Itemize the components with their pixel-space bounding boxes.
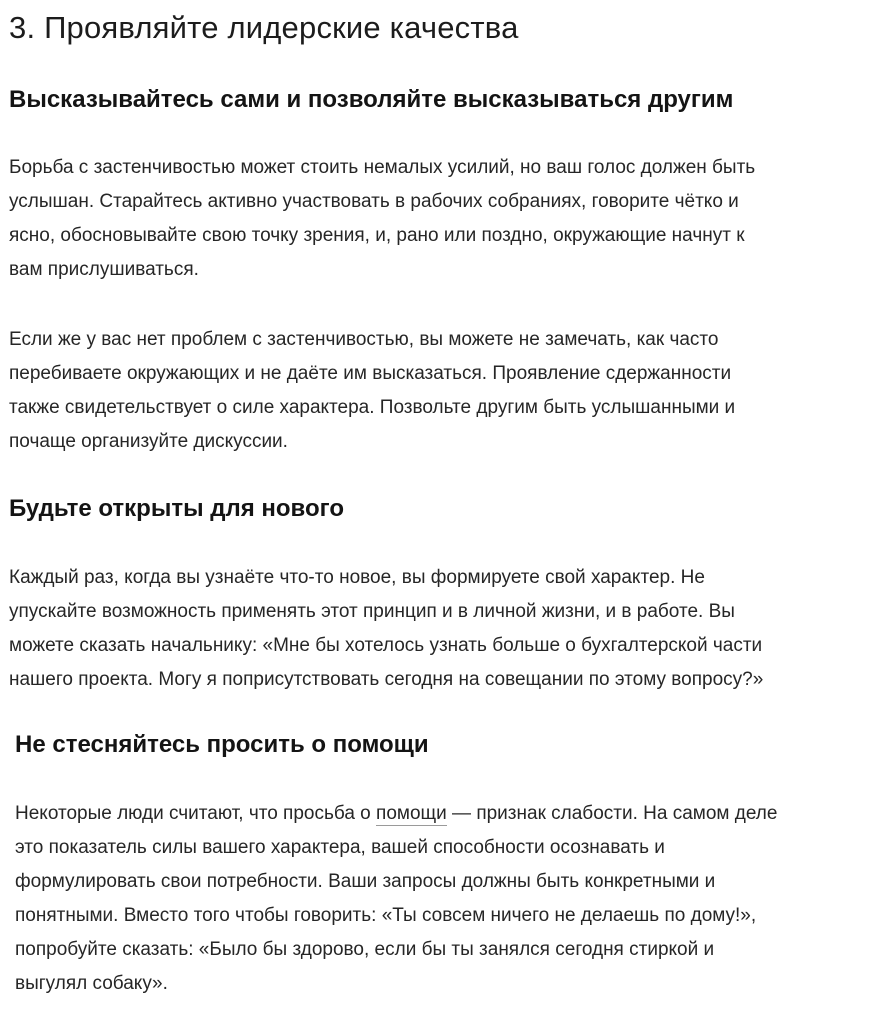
paragraph-line: вам прислушиваться. xyxy=(9,259,199,280)
paragraph-line: Каждый раз, когда вы узнаёте что-то новое, вы формируете свой характер. Не xyxy=(9,567,705,588)
paragraph xyxy=(9,323,879,459)
paragraph xyxy=(15,797,885,1001)
paragraph-line: ясно, обосновывайте свою точку зрения, и, рано или поздно, окружающие начнут к xyxy=(9,225,745,246)
paragraph-line: нашего проекта. Могу я поприсутствовать сегодня на совещании по этому вопросу?» xyxy=(9,669,764,690)
paragraph-line: можете сказать начальнику: «Мне бы хотелось узнать больше о бухгалтерской части xyxy=(9,635,763,656)
help-link[interactable]: помощи xyxy=(376,803,447,824)
paragraph-line: услышан. Старайтесь активно участвовать в рабочих собраниях, говорите чётко и xyxy=(9,191,739,212)
paragraph-line: формулировать свои потребности. Ваши запросы должны быть конкретными и xyxy=(15,871,716,892)
section-heading: Будьте открыты для нового xyxy=(9,495,344,522)
paragraph-line: также свидетельствует о силе характера. Позвольте другим быть услышанными и xyxy=(9,397,736,418)
paragraph-line: это показатель силы вашего характера, вашей способности осознавать и xyxy=(15,837,665,858)
paragraph-line: почаще организуйте дискуссии. xyxy=(9,431,288,452)
paragraph-line: попробуйте сказать: «Было бы здорово, если бы ты занялся сегодня стиркой и xyxy=(15,939,715,960)
paragraph xyxy=(9,151,879,287)
paragraph-text: Некоторые люди считают, что просьба о xyxy=(15,803,377,824)
section-heading: Высказывайтесь сами и позволяйте высказываться другим xyxy=(9,86,734,113)
section-heading: Не стесняйтесь просить о помощи xyxy=(15,731,429,758)
paragraph-line: перебиваете окружающих и не даёте им высказаться. Проявление сдержанности xyxy=(9,363,732,384)
paragraph-line: упускайте возможность применять этот принцип и в личной жизни, и в работе. Вы xyxy=(9,601,735,622)
paragraph-line: понятными. Вместо того чтобы говорить: «Ты совсем ничего не делаешь по дому!», xyxy=(15,905,757,926)
paragraph-line xyxy=(15,797,885,831)
paragraph-line: выгулял собаку». xyxy=(15,973,168,994)
paragraph-line: Если же у вас нет проблем с застенчивостью, вы можете не замечать, как часто xyxy=(9,329,719,350)
paragraph xyxy=(9,561,879,697)
paragraph-line: Борьба с застенчивостью может стоить немалых усилий, но ваш голос должен быть xyxy=(9,157,756,178)
paragraph-text: — признак слабости. На самом деле xyxy=(446,803,778,824)
page-title: 3. Проявляйте лидерские качества xyxy=(9,10,519,45)
